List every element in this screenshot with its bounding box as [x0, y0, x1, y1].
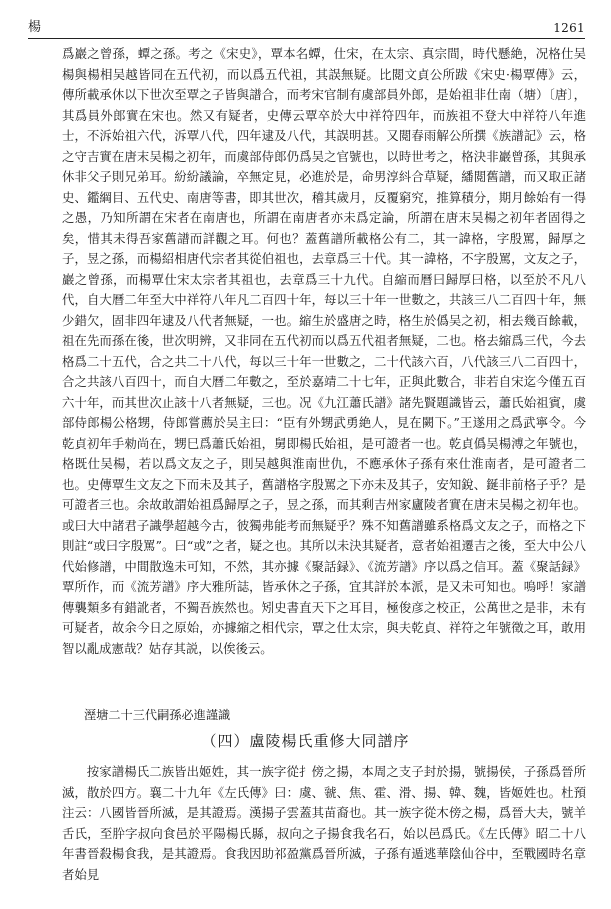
running-head-title: 楊 [28, 20, 42, 35]
running-head [28, 14, 585, 39]
signature-line: 溼塘二十三代嗣孫必進謹識 [84, 708, 231, 722]
main-paragraph: 爲巖之曾孫，蟫之孫。考之《宋史》，覃本名蟫，仕宋，在太宗、真宗間，時代懸絶，况格仕吴楊與楊相吴越皆同在五代初，而以爲五代祖，其誤無疑。比閲文貞公所跋《宋史·楊覃傳》云，傳所載承休以下世次至覃之子皆與譜合，而考宋官制有虞部員外郎，是始祖非仕南（塘）〔唐〕，其爲員外郎實在宋也。然又有疑者，史傳云覃卒於大中祥符四年，而族祖不登大中祥符八年進士，不泝始祖六代，泝覃八代，四年逮及八代，其誤明甚。又閲春雨解公所撰《族譜記》云，格之守吉實在唐末吴楊之初年，而虞部侍郎仍爲吴之官號也，以時世考之，格決非巖曾孫，其與承休非父子則兄弟耳。紛紛議論，卒無定見，必進於是，命男淳紏合草疑，繙閲舊譜，而又取正諸史、鑑綱目、五代史、南唐等書，即其世次，稽其歲月，反覆窮究，推算積分，期月餘始有一得之愚，乃知所謂在宋者在南唐也，所謂在南唐者亦未爲定論，所謂在唐末吴楊之初年者固得之矣，惜其未得吾家舊譜而詳觀之耳。何也？蓋舊譜所載格公有二，其一諱格，字殷罵，歸厚之子，昱之孫，而楊紹相唐代宗者其從伯祖也，去章爲三十代。其一諱格，不字殷罵，文友之子，巖之曾孫，而楊覃仕宋太宗者其祖也，去章爲三十九代。自縮而曆曰歸厚曰格，以至於不凡八代，自大曆二年至大中祥符八年凡二百四十年，每以三十年一世數之，共該三八二百四十年，無少錯欠，固非四年逮及八代者無疑，一也。縮生於盛唐之時，格生於僞吴之初，相去幾百餘載，祖在先而孫在後，世次明辨，又非同在五代初而以爲五代祖者無疑，二也。格去縮爲三代，今去格爲二十五代，合之共二十八代，每以三十年一世數之，二十代該六百，八代該三八二百四十，合之共該八百四十，而自大曆二年數之，至於嘉靖二十七年，正與此數合，非若自宋迄今僅五百六十年，而其世次止該十八者無疑，三也。况《九江蕭氏譜》諸先賢題識皆云，蕭氏始祖賓，虞部侍郎楊公格甥，侍郎嘗薦於吴主曰：“臣有外甥武勇絶人，見在闕下。”王遂用之爲武寧令。今乾貞初年手勑尚在，甥巳爲蕭氏始祖，舅即楊氏始祖，是可證者一也。乾貞僞吴楊溥之年號也，格既仕吴楊，若以爲文友之子，則吴越與淮南世仇，不應承休子孫有來仕淮南者，是可證者二也。史傳覃生文友之下而未及其子，舊譜格字殷罵之下亦未及其子，安知銳、鋋非前格子乎？是可證者三也。余故敢謂始祖爲歸厚之子，昱之孫，而其剩吉州家廬陵者實在唐末吴楊之初年也。或曰大中諸君子識學超越今古，彼獨弗能考而無疑乎？殊不知舊譜雖系格爲文友之子，而格之下則註“或曰字殷罵”。曰“或”之者，疑之也。其所以未決其疑者，意者始祖遷吉之後，至大中公八代始修譜，中間散逸未可知，不然，其亦據《聚話録》、《流芳譜》序以爲之信耳。蓋《聚話録》覃所作，而《流芳譜》序大雅所誌，皆承休之子孫，宜其詳於本派，是又未可知也。嗚呼！家譜傳襲類多有錯訛者，不獨吾族然也。矧史書直天下之耳目，極俊彦之校正，公萬世之是非，未有可疑者，故余今日之原始，亦據縮之相代宗，覃之仕太宗，與夫乾貞、祥符之年號徵之耳，敢用智以亂成憲哉？姑存其説，以俟後云。 [62, 46, 586, 656]
section-title: （四）盧陵楊氏重修大同譜序 [201, 732, 410, 750]
second-paragraph: 按家譜楊氏二族皆出姬姓，其一族字從扌傍之揚，本周之支子封於揚，號揚侯，子孫爲晉所滅，散於四方。襄二十九年《左氏傳》曰：虞、虢、焦、霍、滑、揚、韓、魏，皆姬姓也。杜預注云：八國皆晉所滅，是其證焉。漢揚子雲蓋其苗裔也。其一族字從木傍之楊，爲晉大夫，號羊舌氏，至肸字叔向食邑於平陽楊氏縣，叔向之子揚食我名石，始以邑爲氏。《左氏傳》昭二十八年書晉殺楊食我，是其證焉。食我因助祁盈黨爲晉所滅，子孫有遁逃華陰仙谷中，至戰國時名章者始見 [62, 764, 586, 882]
page-number: 1261 [553, 21, 585, 35]
